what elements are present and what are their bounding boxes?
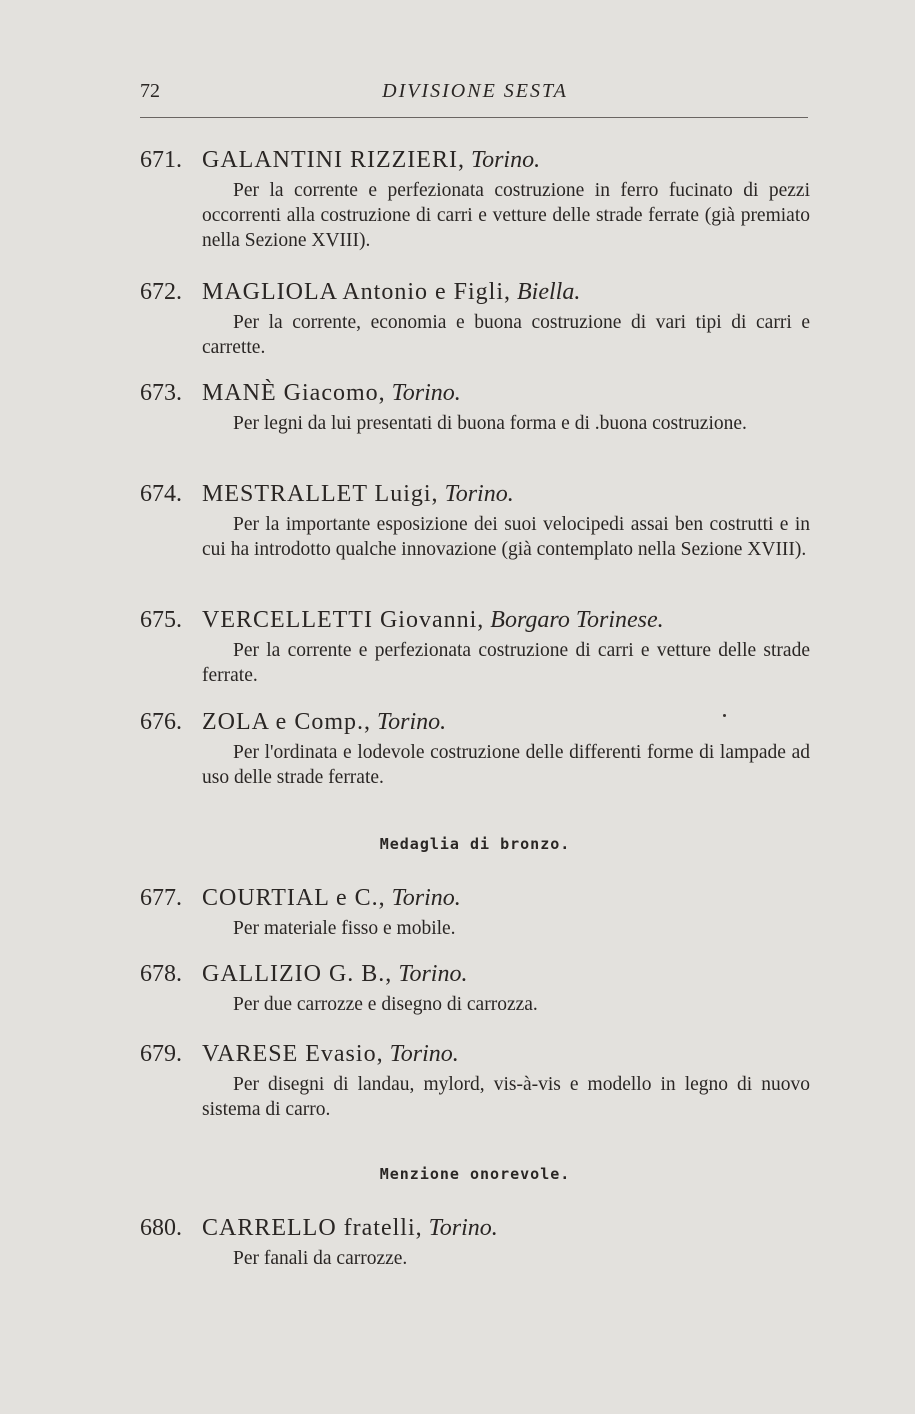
- entry-name: GALLIZIO G. B.,: [202, 961, 393, 987]
- entry-place: Borgaro Torinese.: [490, 607, 664, 633]
- entry-672: [140, 278, 810, 360]
- entry-description: Per la importante esposizione dei suoi velocipedi assai ben costrutti e in cui ha introdotto qualche innovazione (già contemplato nella Sezione XVIII).: [202, 514, 810, 560]
- entry-name: MAGLIOLA Antonio e Figli,: [202, 279, 512, 305]
- entry-heading: [140, 146, 810, 174]
- entry-place: Torino.: [444, 481, 514, 507]
- entry-number: 674.: [140, 481, 182, 507]
- entry-description: Per la corrente, economia e buona costruzione di vari tipi di carri e carrette.: [202, 312, 810, 358]
- entry-place: Torino.: [377, 709, 447, 735]
- entry-679: [140, 1040, 810, 1122]
- entry-674: [140, 480, 810, 562]
- entry-heading: [140, 708, 810, 736]
- entry-671: [140, 146, 810, 253]
- entry-name: MANÈ Giacomo,: [202, 380, 386, 406]
- entry-description: Per fanali da carrozze.: [233, 1248, 408, 1269]
- header-rule: [140, 117, 808, 118]
- entry-number: 672.: [140, 279, 182, 305]
- entry-name: VARESE Evasio,: [202, 1041, 384, 1067]
- entry-description: Per la corrente e perfezionata costruzione in ferro fucinato di pezzi occorrenti alla costruzione di carri e vetture delle strade ferrate (già premiato nella Sezione XVIII).: [202, 180, 810, 251]
- entry-heading: [140, 884, 810, 912]
- entry-heading: [140, 1040, 810, 1068]
- page-header: [140, 80, 810, 110]
- entry-place: Torino.: [470, 147, 541, 173]
- entry-name: CARRELLO fratelli,: [202, 1215, 423, 1241]
- entry-675: [140, 606, 810, 688]
- entry-place: Torino.: [428, 1215, 498, 1241]
- entry-number: 675.: [140, 607, 182, 633]
- entry-number: 673.: [140, 380, 182, 406]
- entry-description: Per due carrozze e disegno di carrozza.: [233, 994, 538, 1015]
- section-title-bronze: Medaglia di bronzo.: [379, 835, 571, 853]
- entry-description: Per materiale fisso e mobile.: [233, 918, 456, 939]
- running-title: DIVISIONE SESTA: [382, 80, 568, 102]
- entry-number: 679.: [140, 1041, 182, 1067]
- entry-name: MESTRALLET Luigi,: [202, 481, 439, 507]
- entry-heading: [140, 379, 810, 407]
- page-number: 72: [140, 80, 160, 102]
- entry-heading: [140, 1214, 810, 1242]
- entry-place: Torino.: [389, 1041, 459, 1067]
- entry-number: 678.: [140, 961, 182, 987]
- entry-heading: [140, 960, 810, 988]
- entry-678: [140, 960, 810, 1017]
- entry-677: [140, 884, 810, 941]
- entry-heading: [140, 278, 810, 306]
- entry-description: Per la corrente e perfezionata costruzione di carri e vetture delle strade ferrate.: [202, 640, 810, 686]
- entry-676: [140, 708, 810, 790]
- entry-heading: [140, 480, 810, 508]
- entry-place: Torino.: [391, 380, 461, 406]
- entry-name: ZOLA e Comp.,: [202, 709, 371, 735]
- section-title-honorable: Menzione onorevole.: [379, 1165, 571, 1183]
- entry-place: Torino.: [391, 885, 461, 911]
- entry-number: 680.: [140, 1215, 182, 1241]
- entry-number: 677.: [140, 885, 182, 911]
- entry-673: [140, 379, 810, 436]
- entry-description: Per legni da lui presentati di buona forma e di .buona costruzione.: [233, 413, 747, 434]
- entry-680: [140, 1214, 810, 1271]
- entry-place: Biella.: [517, 279, 581, 305]
- entry-name: COURTIAL e C.,: [202, 885, 386, 911]
- entry-name: GALANTINI RIZZIERI,: [202, 147, 465, 173]
- ink-speck: [723, 714, 726, 717]
- entry-description: Per l'ordinata e lodevole costruzione delle differenti forme di lampade ad uso delle strade ferrate.: [202, 742, 810, 788]
- entry-heading: [140, 606, 810, 634]
- entry-number: 676.: [140, 709, 182, 735]
- entry-description: Per disegni di landau, mylord, vis-à-vis e modello in legno di nuovo sistema di carro.: [202, 1074, 810, 1120]
- entry-place: Torino.: [398, 961, 468, 987]
- entry-name: VERCELLETTI Giovanni,: [202, 607, 485, 633]
- entry-number: 671.: [140, 147, 182, 173]
